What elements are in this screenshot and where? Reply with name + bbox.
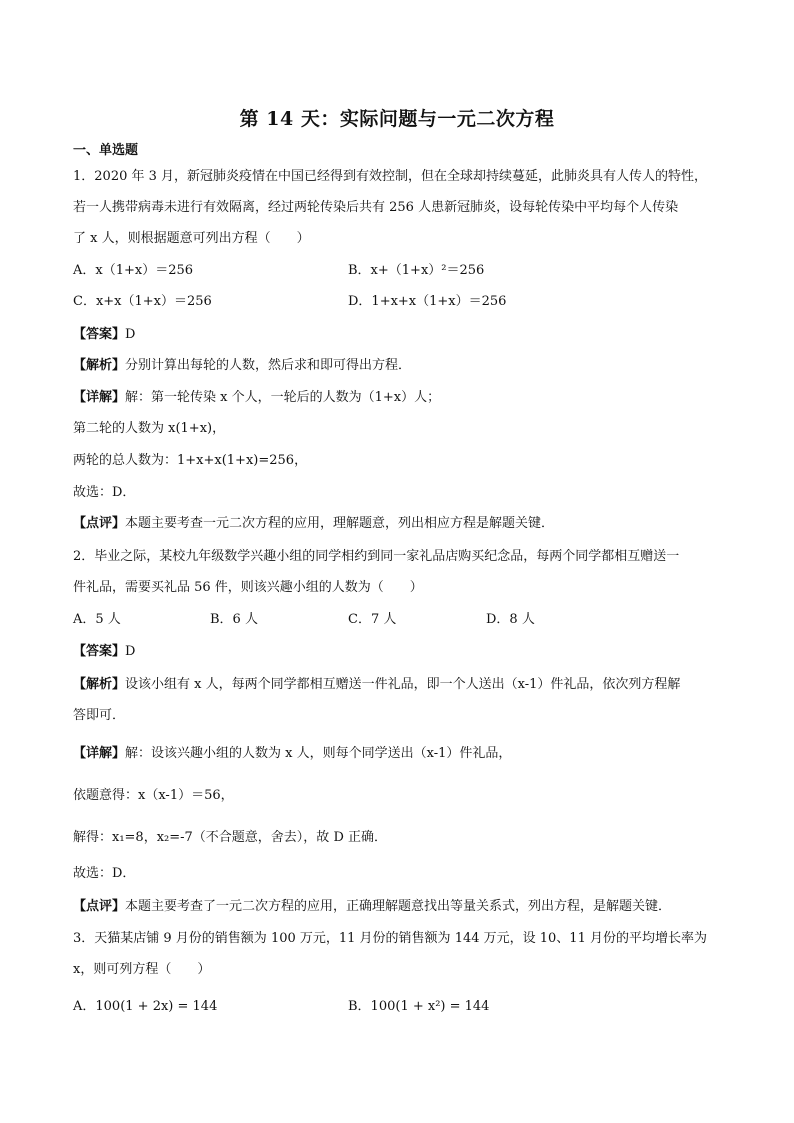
q1-detail-tag: 【详解】 <box>73 390 126 405</box>
q2-stem-line-1: 2．毕业之际，某校九年级数学兴趣小组的同学相约到同一家礼品店购买纪念品，每两个同学都相互赠送一 <box>73 549 680 564</box>
q1-option-b: B．x+（1+x）²＝256 <box>348 263 485 278</box>
section-heading: 一、单选题 <box>73 143 139 158</box>
q2-comment-tag: 【点评】 <box>73 899 126 914</box>
q1-stem-line-2: 若一人携带病毒未进行有效隔离，经过两轮传染后共有 256 人患新冠肺炎，设每轮传染中平均每个人传染 <box>73 200 679 215</box>
q3-stem-line-1: 3．天猫某店铺 9 月份的销售额为 100 万元，11 月份的销售额为 144 万元，设 10、11 月份的平均增长率为 <box>73 931 707 946</box>
q1-option-d: D．1+x+x（1+x）＝256 <box>348 294 507 309</box>
q1-comment-text: 本题主要考查一元二次方程的应用，理解题意，列出相应方程是解题关键． <box>125 516 555 531</box>
q1-stem-line-1: 1．2020 年 3 月，新冠肺炎疫情在中国已经得到有效控制，但在全球却持续蔓延，此肺炎具有人传人的特性， <box>73 169 708 184</box>
q2-comment <box>73 898 671 916</box>
q2-detail-text-1: 解：设该兴趣小组的人数为 x 人，则每个同学送出（x-1）件礼品， <box>125 746 512 761</box>
q1-answer-tag: 【答案】 <box>73 327 126 342</box>
q1-analysis-tag: 【解析】 <box>73 358 126 373</box>
q2-answer-value: D <box>125 644 136 659</box>
q2-detail-2: 依题意得：x（x-1）＝56， <box>73 788 234 803</box>
q1-analysis <box>73 357 411 375</box>
q2-option-c: C．7 人 <box>348 612 397 627</box>
q2-analysis-1 <box>73 676 680 694</box>
q2-detail-3: 解得：x₁=8，x₂=-7（不合题意，舍去），故 D 正确． <box>73 830 387 845</box>
q1-detail-4: 故选：D． <box>73 485 136 500</box>
q3-option-b: B．100(1 + x²) = 144 <box>348 999 490 1014</box>
q1-detail-text-1: 解：第一轮传染 x 个人，一轮后的人数为（1+x）人； <box>125 390 441 405</box>
q2-detail-4: 故选：D． <box>73 866 136 881</box>
q2-answer <box>73 643 135 661</box>
q1-analysis-text: 分别计算出每轮的人数，然后求和即可得出方程． <box>125 358 412 373</box>
q1-option-c: C．x+x（1+x）＝256 <box>73 294 212 309</box>
q2-detail-tag: 【详解】 <box>73 746 126 761</box>
q2-detail-1 <box>73 745 511 763</box>
q1-detail-2: 第二轮的人数为 x(1+x)， <box>73 421 226 436</box>
q1-option-a: A．x（1+x）＝256 <box>73 263 194 278</box>
page-title: 第 14 天：实际问题与一元二次方程 <box>239 108 555 130</box>
q2-option-a: A．5 人 <box>73 612 121 627</box>
q1-stem-line-3: 了 x 人，则根据题意可列出方程（ ） <box>73 231 310 246</box>
q1-comment <box>73 515 554 533</box>
q2-stem-line-2: 件礼品，需要买礼品 56 件，则该兴趣小组的人数为（ ） <box>73 580 423 595</box>
q1-answer <box>73 326 135 344</box>
q2-analysis-tag: 【解析】 <box>73 677 126 692</box>
q1-detail-1 <box>73 389 440 407</box>
q2-analysis-2: 答即可． <box>73 708 126 723</box>
q2-option-d: D．8 人 <box>486 612 535 627</box>
q3-option-a: A．100(1 + 2x) = 144 <box>73 999 218 1014</box>
q2-analysis-text-1: 设该小组有 x 人，每两个同学都相互赠送一件礼品，即一个人送出（x-1）件礼品，依次列方程解 <box>125 677 681 692</box>
q3-stem-line-2: x，则可列方程（ ） <box>73 962 211 977</box>
q2-answer-tag: 【答案】 <box>73 644 126 659</box>
q2-option-b: B．6 人 <box>210 612 258 627</box>
q2-comment-text: 本题主要考查了一元二次方程的应用，正确理解题意找出等量关系式，列出方程，是解题关键． <box>125 899 672 914</box>
q1-answer-value: D <box>125 327 136 342</box>
q1-comment-tag: 【点评】 <box>73 516 126 531</box>
q1-detail-3: 两轮的总人数为：1+x+x(1+x)=256， <box>73 453 308 468</box>
